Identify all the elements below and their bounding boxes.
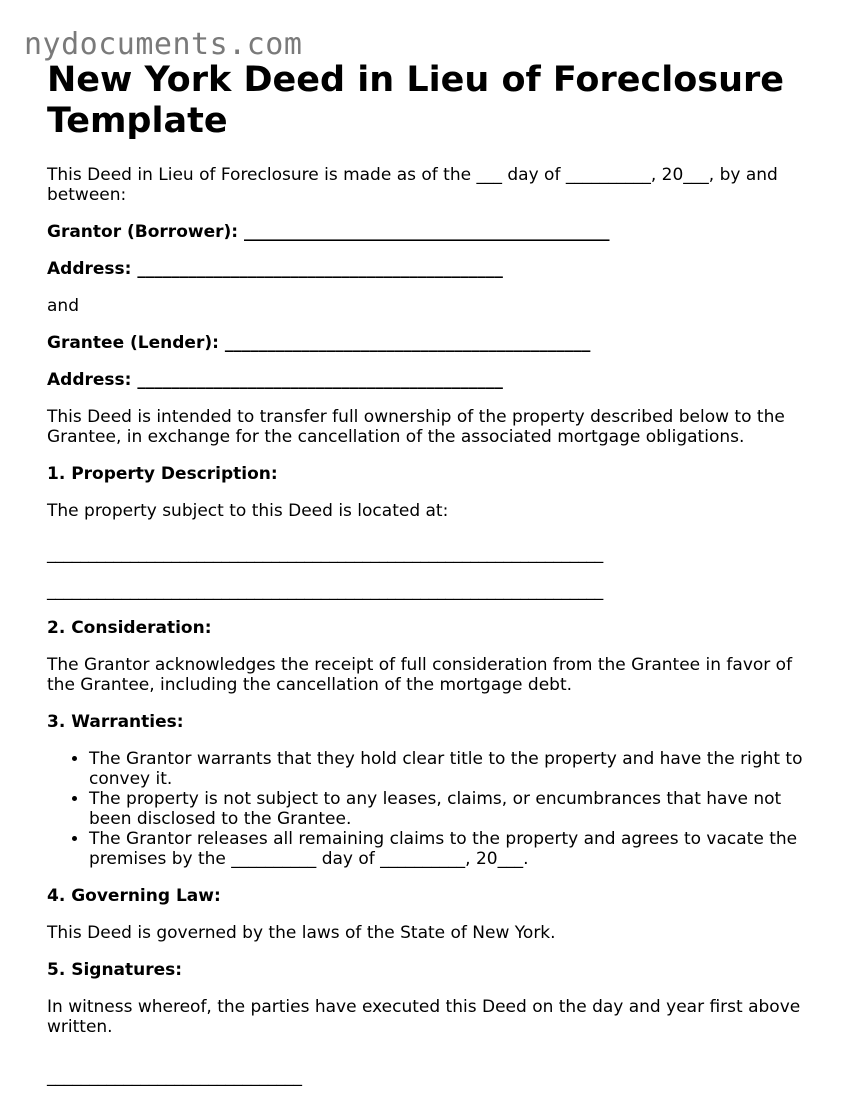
section-heading-governing-law: 4. Governing Law: — [47, 886, 221, 906]
warranty-item: • The property is not subject to any leases, claims, or encumbrances that have not been disclosed to the Grantee. — [89, 789, 807, 829]
section-heading-consideration: 2. Consideration: — [47, 618, 212, 638]
property-text: The property subject to this Deed is located at: — [47, 501, 449, 521]
property-blank-line-1: ___________________________________________________________________ — [47, 544, 604, 564]
page-title: New York Deed in Lieu of Foreclosure Template — [47, 60, 784, 141]
warranties-list — [47, 749, 807, 869]
property-blank-line-2: ___________________________________________________________________ — [47, 581, 604, 601]
governing-law-text: This Deed is governed by the laws of the State of New York. — [47, 923, 556, 943]
site-watermark: nydocuments.com — [24, 27, 303, 62]
document-body — [47, 60, 807, 1087]
and-text: and — [47, 296, 79, 316]
purpose-paragraph: This Deed is intended to transfer full ownership of the property described below to the Grantee, in exchange for the cancellation of the associated mortgage obligations. — [47, 407, 785, 447]
section-heading-warranties: 3. Warranties: — [47, 712, 184, 732]
grantor-address-line: Address: ___________________________________________ — [47, 259, 503, 279]
warranty-item: • The Grantor releases all remaining claims to the property and agrees to vacate the premises by the __________ day of __________, 20___. — [89, 829, 807, 869]
grantor-field-line: Grantor (Borrower): ___________________________________________ — [47, 222, 610, 242]
consideration-text: The Grantor acknowledges the receipt of full consideration from the Grantee in favor of the Grantee, including the cancellation of the mortgage debt. — [47, 655, 793, 695]
signature-line: ______________________________ — [47, 1067, 302, 1087]
grantee-address-line: Address: ___________________________________________ — [47, 370, 503, 390]
warranty-item: • The Grantor warrants that they hold clear title to the property and have the right to convey it. — [89, 749, 807, 789]
section-heading-property: 1. Property Description: — [47, 464, 278, 484]
intro-paragraph: This Deed in Lieu of Foreclosure is made as of the ___ day of __________, 20___, by and between: — [47, 165, 778, 205]
grantee-field-line: Grantee (Lender): ___________________________________________ — [47, 333, 591, 353]
signatures-text: In witness whereof, the parties have executed this Deed on the day and year first above written. — [47, 997, 801, 1037]
section-heading-signatures: 5. Signatures: — [47, 960, 183, 980]
